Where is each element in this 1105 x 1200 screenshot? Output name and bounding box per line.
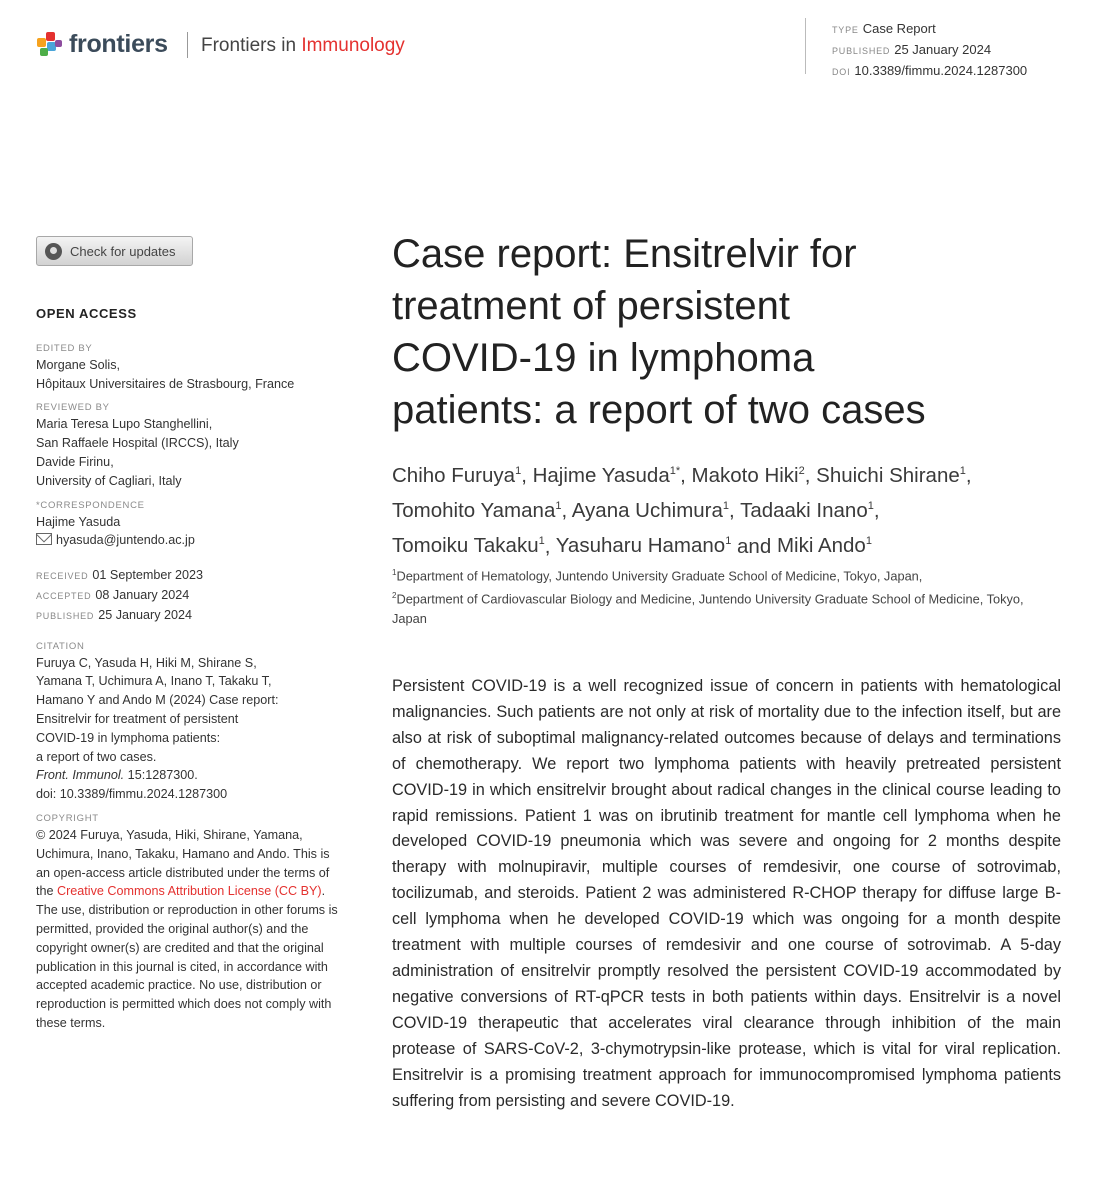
- journal-highlight: Immunology: [301, 35, 405, 56]
- sidebar: [36, 305, 346, 1033]
- author-line: Tomohito Yamana$^1$, Ayana Uchimura$^1$, Tadaaki Inano$^1$,: [392, 499, 880, 523]
- author[interactable]: Tadaaki Inano$^1$: [740, 499, 874, 523]
- title-line: patients: a report of two cases: [392, 388, 926, 432]
- frontiers-logo-icon: [37, 32, 63, 58]
- affiliations: [392, 563, 1032, 628]
- abstract: Persistent COVID-19 is a well recognized issue of concern in patients with hematological malignancies. Such patients are not only at risk of mortality due to the infection itself, but are also at risk of suboptimal malignancy-related outcomes because of delays and terminations of chemotherapy. We report two lymphoma patients with heavily pretreated persistent COVID-19 in which ensitrelvir brought about radical changes in the clinical course leading to rapid remissions. Patient 1 was on ibrutinib treatment for mantle cell lymphoma when he developed COVID-19 pneumonia which was severe and ongoing for 2 months despite therapy with molnupiravir, multiple courses of remdesivir, one course of sotrovimab, tocilizumab, and steroids. Patient 2 was administered R-CHOP therapy for diffuse large B-cell lymphoma when he developed COVID-19 which was ongoing for a month despite treatment with multiple courses of remdesivir and one course of sotrovimab. A 5-day administration of ensitrelvir promptly resolved the persistent COVID-19 accommodated by negative conversions of RT-qPCR tests in both patients within days. Ensitrelvir is a novel COVID-19 therapeutic that accelerates viral clearance through inhibition of the main protease of SARS-CoV-2, 3-chymotrypsin-like protease, which is vital for viral replication. Ensitrelvir is a promising treatment approach for immunocompromised lymphoma patients suffering from persisting and severe COVID-19.: [392, 677, 1061, 1110]
- reviewer-line: University of Cagliari, Italy: [36, 473, 182, 488]
- article-meta: [832, 19, 1027, 82]
- meta-doi-label: DOI: [832, 67, 851, 77]
- title-line: COVID-19 in lymphoma: [392, 336, 815, 380]
- license-link[interactable]: Creative Commons Attribution License (CC BY): [57, 884, 322, 899]
- reviewer-line: San Raffaele Hospital (IRCCS), Italy: [36, 436, 239, 451]
- reviewer-line: Davide Firinu,: [36, 454, 114, 469]
- author-line: Chiho Furuya$^1$, Hajime Yasuda$^{1*}$, Makoto Hiki$^2$, Shuichi Shirane$^1$,: [392, 463, 972, 487]
- meta-divider: [805, 18, 806, 74]
- received-value: 01 September 2023: [92, 568, 204, 583]
- copyright-text: [36, 826, 346, 1033]
- mail-icon: [36, 533, 52, 545]
- correspondence-email[interactable]: hyasuda@juntendo.ac.jp: [56, 533, 195, 548]
- frontiers-logo[interactable]: [37, 30, 168, 59]
- author[interactable]: Chiho Furuya$^1$: [392, 463, 522, 487]
- logo-divider: [187, 32, 188, 58]
- reviewer-line: Maria Teresa Lupo Stanghellini,: [36, 417, 213, 432]
- published-row: [36, 606, 346, 626]
- author-list: [392, 456, 1082, 562]
- editor-affiliation: Hôpitaux Universitaires de Strasbourg, France: [36, 376, 295, 391]
- copyright-part1: © 2024 Furuya, Yasuda, Hiki, Shirane, Yamana, Uchimura, Inano, Takaku, Hamano and Ando. This is an open-access article distributed under the terms of the: [36, 827, 330, 899]
- citation-volume: 15:1287300.: [124, 768, 198, 783]
- author[interactable]: Shuichi Shirane$^1$: [816, 463, 966, 487]
- citation-line: COVID-19 in lymphoma patients:: [36, 730, 221, 745]
- dates-block: [36, 566, 346, 625]
- reviewed-by-label: REVIEWED BY: [36, 402, 110, 414]
- open-access-label: OPEN ACCESS: [36, 306, 137, 321]
- meta-type-label: TYPE: [832, 25, 859, 35]
- meta-type: [832, 19, 1027, 40]
- received-label: RECEIVED: [36, 571, 89, 582]
- title-line: Case report: Ensitrelvir for: [392, 232, 857, 276]
- affiliation: $^1$Department of Hematology, Juntendo University Graduate School of Medicine, Tokyo, Japan,: [392, 568, 923, 584]
- check-for-updates-label: Check for updates: [70, 243, 176, 259]
- copyright-part2: . The use, distribution or reproduction in other forums is permitted, provided the original author(s) and the copyright owner(s) are credited and that the original publication in this journal is cited, in accordance with accepted academic practice. No use, distribution or reproduction is permitted which does not comply with these terms.: [36, 884, 338, 1030]
- correspondence-label: *CORRESPONDENCE: [36, 499, 145, 511]
- citation-line: Hamano Y and Ando M (2024) Case report:: [36, 693, 279, 708]
- citation-label: CITATION: [36, 640, 85, 652]
- citation-line: Ensitrelvir for treatment of persistent: [36, 711, 239, 726]
- editor-name: Morgane Solis,: [36, 357, 120, 372]
- sidebar-published-value: 25 January 2024: [98, 607, 193, 622]
- meta-doi: [832, 61, 1027, 82]
- meta-doi-value[interactable]: 10.3389/fimmu.2024.1287300: [854, 63, 1028, 78]
- crossmark-icon: [45, 243, 62, 260]
- citation-journal: Front. Immunol.: [36, 768, 125, 783]
- accepted-row: [36, 586, 346, 606]
- affiliation: $^2$Department of Cardiovascular Biology and Medicine, Juntendo University Graduate School of Medicine, Tokyo, Japan: [392, 590, 1024, 626]
- meta-published: [832, 40, 1027, 61]
- citation-line: a report of two cases.: [36, 749, 157, 764]
- accepted-value: 08 January 2024: [95, 587, 190, 602]
- edited-by-label: EDITED BY: [36, 342, 93, 354]
- author[interactable]: Miki Ando$^1$: [776, 534, 872, 558]
- citation-line: Yamana T, Uchimura A, Inano T, Takaku T,: [36, 674, 272, 689]
- citation-doi[interactable]: doi: 10.3389/fimmu.2024.1287300: [36, 787, 228, 802]
- meta-published-label: PUBLISHED: [832, 46, 891, 56]
- meta-type-value: Case Report: [862, 21, 936, 36]
- article-title: [392, 228, 1072, 436]
- received-row: [36, 566, 346, 586]
- accepted-label: ACCEPTED: [36, 590, 92, 601]
- journal-name[interactable]: [201, 35, 405, 57]
- author-line: Tomoiku Takaku$^1$, Yasuharu Hamano$^1$ and Miki Ando$^1$: [392, 534, 872, 558]
- author[interactable]: Ayana Uchimura$^1$: [571, 499, 730, 523]
- citation-line: Furuya C, Yasuda H, Hiki M, Shirane S,: [36, 655, 257, 670]
- check-for-updates-button[interactable]: [36, 236, 193, 266]
- author[interactable]: Yasuharu Hamano$^1$: [555, 534, 732, 558]
- citation-journal-line: [36, 766, 346, 785]
- journal-prefix: Frontiers in: [201, 35, 302, 56]
- sidebar-published-label: PUBLISHED: [36, 610, 95, 621]
- author[interactable]: Tomohito Yamana$^1$: [392, 499, 562, 523]
- title-line: treatment of persistent: [392, 284, 790, 328]
- author[interactable]: Tomoiku Takaku$^1$: [392, 534, 545, 558]
- meta-published-value: 25 January 2024: [894, 42, 992, 57]
- author[interactable]: Makoto Hiki$^2$: [691, 463, 805, 487]
- copyright-label: COPYRIGHT: [36, 812, 99, 824]
- correspondence-name: Hajime Yasuda: [36, 514, 121, 529]
- logo-wordmark: frontiers: [69, 30, 168, 58]
- correspondence-email-row[interactable]: [36, 531, 346, 550]
- author[interactable]: Hajime Yasuda$^{1*}$: [532, 463, 681, 487]
